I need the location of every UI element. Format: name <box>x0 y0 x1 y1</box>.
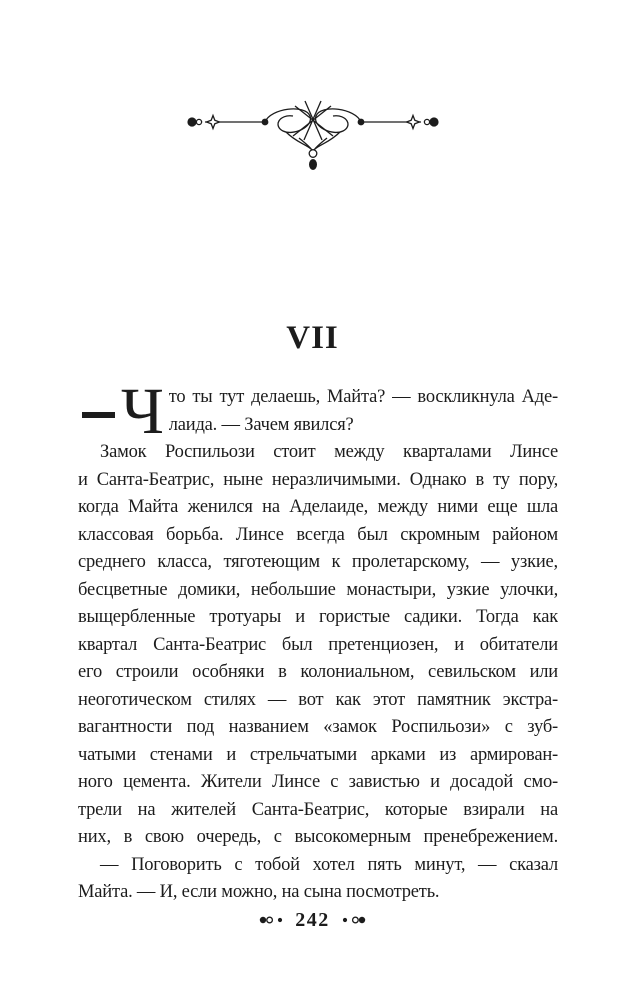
text-line: выщербленные тротуары и гористые садики. Тогда как <box>78 607 558 627</box>
page-text <box>78 375 558 907</box>
page-footer <box>0 908 625 932</box>
footer-left-ornament-icon <box>259 914 284 926</box>
text-line: классовая борьба. Линсе всегда был скромным районом <box>78 524 558 545</box>
drop-cap <box>78 375 164 448</box>
drop-cap-letter: Ч <box>121 375 164 448</box>
text-line: и Санта-Беатрис, ныне неразличимыми. Однако в ту пору, <box>78 469 558 490</box>
text-line: его строили особняки в колониальном, севильском или <box>78 662 558 682</box>
text-line: неоготическом стилях — вот как этот памятник экстра- <box>78 689 558 710</box>
text-line: чатыми стенами и стрельчатыми арками из армирован- <box>78 744 558 765</box>
text-line: квартал Санта-Беатрис был претенциозен, и обитатели <box>78 634 558 655</box>
paragraph <box>78 439 558 852</box>
paragraph <box>78 852 558 907</box>
chapter-heading: VII <box>286 320 339 356</box>
text-line: них, в свою очередь, с высокомерным пренебрежением. <box>78 827 558 847</box>
text-line: — Поговорить с тобой хотел пять минут, — сказал <box>100 854 558 875</box>
text-line: бесцветные домики, небольшие монастыри, узкие улочки, <box>78 579 558 600</box>
flourish-divider-ornament <box>185 96 441 172</box>
text-line: трели на жителей Санта-Беатрис, которые взирали на <box>78 799 558 820</box>
paragraph <box>78 375 558 448</box>
text-line: когда Майта женился на Аделаиде, между ними еще шла <box>78 497 558 517</box>
text-line: вагантности под названием «замок Роспильози» с зуб- <box>78 717 558 737</box>
text-line: среднего класса, тяготеющим к пролетарскому, — узкие, <box>78 552 558 572</box>
text-line: Майта. — И, если можно, на сына посмотреть. <box>78 882 440 902</box>
text-line: ного цемента. Жители Линсе с завистью и досадой смо- <box>78 772 558 792</box>
text-line: лаида. — Зачем явился? <box>168 414 354 435</box>
dialogue-dash <box>82 412 115 418</box>
text-line: Замок Роспильози стоит между кварталами Линсе <box>100 442 558 462</box>
footer-right-ornament-icon <box>341 914 366 926</box>
page-number: 242 <box>295 909 330 931</box>
text-line: то ты тут делаешь, Майта? — воскликнула Аде- <box>168 387 558 407</box>
